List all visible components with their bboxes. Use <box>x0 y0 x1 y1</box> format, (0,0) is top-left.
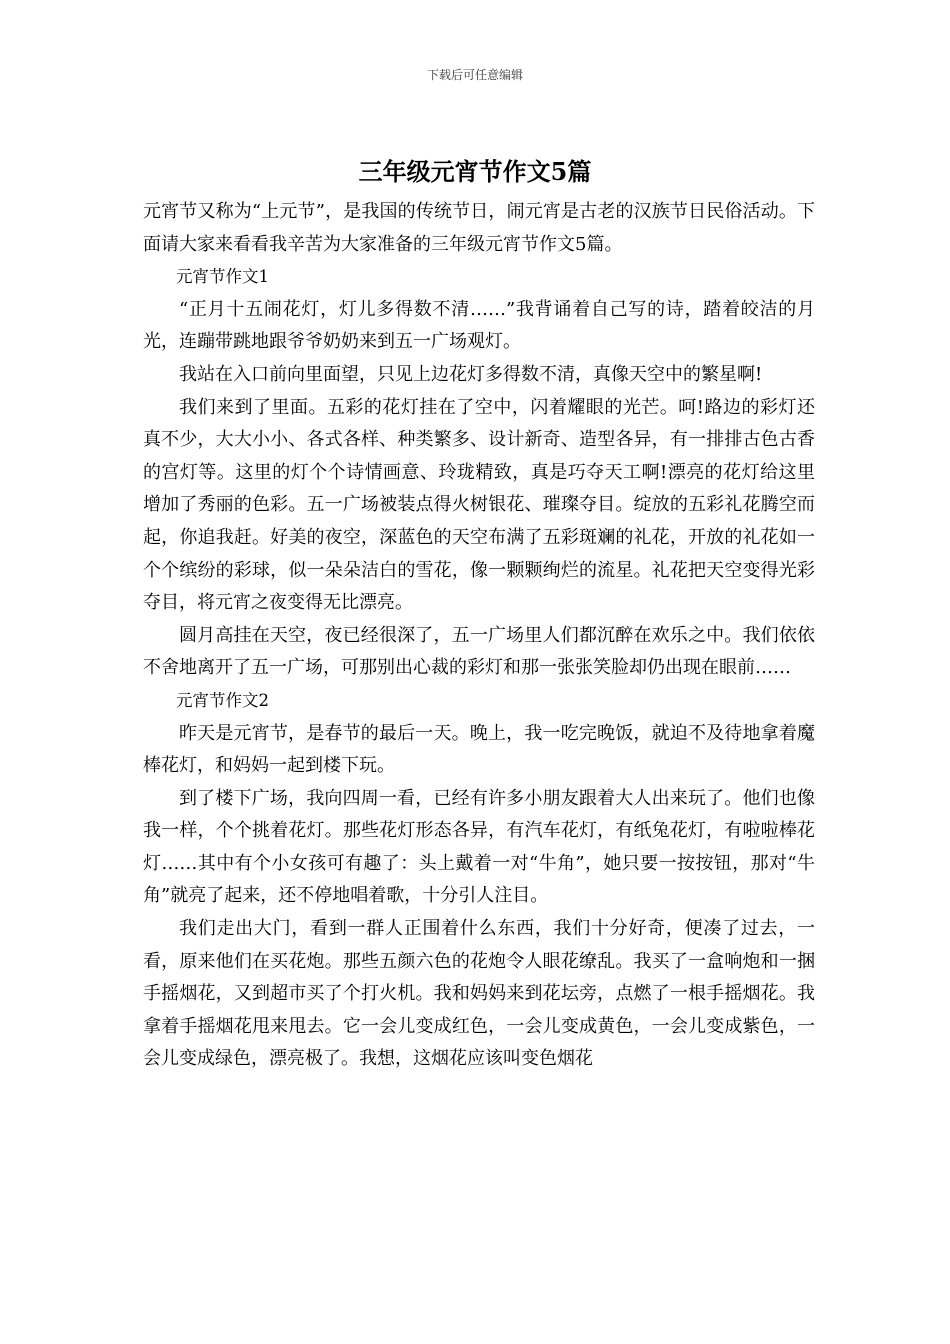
paragraph: 圆月高挂在天空，夜已经很深了，五一广场里人们都沉醉在欢乐之中。我们依依不舍地离开了五一广场，可那别出心裁的彩灯和那一张张笑脸却仍出现在眼前…… <box>143 624 815 679</box>
paragraph: 到了楼下广场，我向四周一看，已经有许多小朋友跟着大人出来玩了。他们也像我一样，个个挑着花灯。那些花灯形态各异，有汽车花灯，有纸兔花灯，有啦啦棒花灯……其中有个小女孩可有趣了：头上戴着一对“牛角”，她只要一按按钮，那对“牛角”就亮了起来，还不停地唱着歌，十分引人注目。 <box>143 787 815 907</box>
section-heading-2: 元宵节作文2 <box>176 690 269 710</box>
paragraph: 我们走出大门，看到一群人正围着什么东西，我们十分好奇，便凑了过去，一看，原来他们在买花炮。那些五颜六色的花炮令人眼花缭乱。我买了一盒响炮和一捆手摇烟花，又到超市买了个打火机。我和妈妈来到花坛旁，点燃了一根手摇烟花。我拿着手摇烟花甩来甩去。它一会儿变成红色，一会儿变成黄色，一会儿变成紫色，一会儿变成绿色，漂亮极了。我想，这烟花应该叫变色烟花 <box>143 918 815 1070</box>
section-heading-1: 元宵节作文1 <box>176 267 269 287</box>
paragraph: 我站在入口前向里面望，只见上边花灯多得数不清，真像天空中的繁星啊! <box>179 363 763 385</box>
intro-paragraph: 元宵节又称为“上元节”，是我国的传统节日，闹元宵是古老的汉族节日民俗活动。下面请大家来看看我辛苦为大家准备的三年级元宵节作文5篇。 <box>143 201 815 255</box>
paragraph: “正月十五闹花灯，灯儿多得数不清……”我背诵着自己写的诗，踏着皎洁的月光，连蹦带跳地跟爷爷奶奶来到五一广场观灯。 <box>143 298 815 353</box>
document-title: 三年级元宵节作文5篇 <box>358 157 592 186</box>
paragraph: 昨天是元宵节，是春节的最后一天。晚上，我一吃完晚饭，就迫不及待地拿着魔棒花灯，和妈妈一起到楼下玩。 <box>143 722 815 777</box>
page-header-note: 下载后可任意编辑 <box>426 68 523 82</box>
paragraph: 我们来到了里面。五彩的花灯挂在了空中，闪着耀眼的光芒。呵!路边的彩灯还真不少，大大小小、各式各样、种类繁多、设计新奇、造型各异，有一排排古色古香的宫灯等。这里的灯个个诗情画意、玲珑精致，真是巧夺天工啊!漂亮的花灯给这里增加了秀丽的色彩。五一广场被装点得火树银花、璀璨夺目。绽放的五彩礼花腾空而起，你追我赶。好美的夜空，深蓝色的天空布满了五彩斑斓的礼花，开放的礼花如一个个缤纷的彩球，似一朵朵洁白的雪花，像一颗颗绚烂的流星。礼花把天空变得光彩夺目，将元宵之夜变得无比漂亮。 <box>143 396 815 614</box>
article-body <box>143 196 815 1076</box>
